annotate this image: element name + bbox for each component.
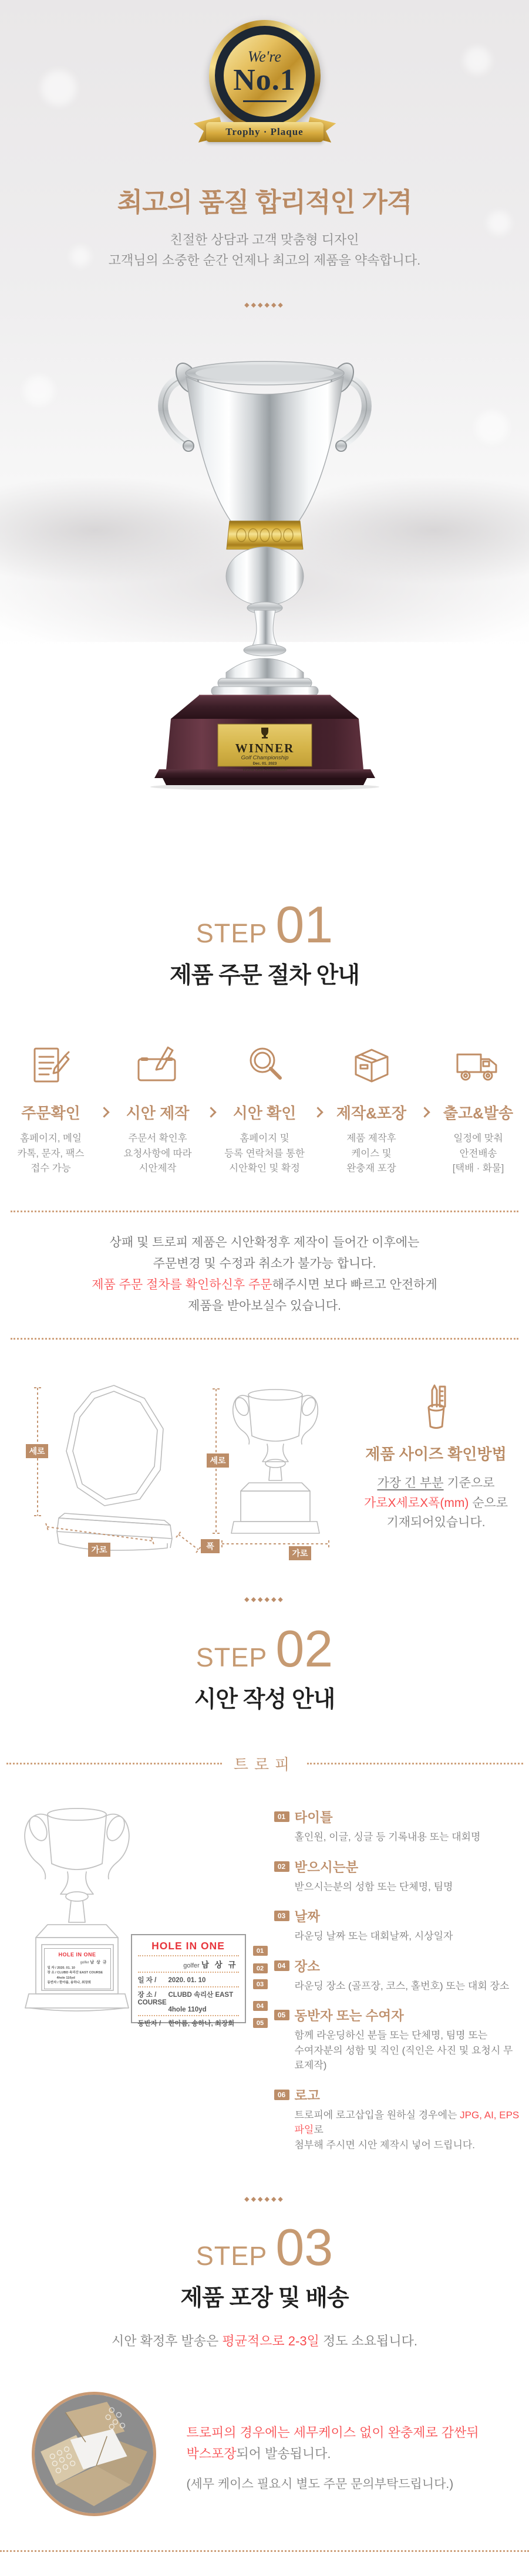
trophy-size-diagram xyxy=(207,1370,345,1561)
chevron-right-icon xyxy=(416,1039,434,1116)
dotted-line xyxy=(6,1763,222,1764)
step1-heading xyxy=(0,895,529,954)
plate-date: Dec. 01. 2023 xyxy=(252,762,277,766)
medal-underline xyxy=(243,100,287,102)
desc-line: 시안확인 및 확정 xyxy=(229,1163,300,1174)
plate-tag-05: 05 xyxy=(253,2018,268,2028)
draft-item-logo xyxy=(274,2085,521,2153)
plate-title: WINNER xyxy=(235,741,294,755)
hero-subtitle-line1: 친절한 상담과 고객 맞춤형 디자인 xyxy=(170,232,359,247)
width-label: 가로 xyxy=(292,1549,308,1559)
desc-line: 접수 가능 xyxy=(31,1163,71,1174)
size-method-line1 xyxy=(349,1473,523,1493)
plate-tag-04: 04 xyxy=(253,2001,268,2011)
medal-face-icon xyxy=(224,35,306,117)
draft-guide-row xyxy=(9,1794,521,2165)
draft-item-recipient xyxy=(274,1857,521,1895)
mini-plate-row: 장 소 / CLUBD 속리산 EAST COURSE xyxy=(47,1971,103,1975)
chevron-right-icon xyxy=(309,1039,327,1116)
draft-confirm-icon xyxy=(220,1039,309,1088)
step-title: 제작&포장 xyxy=(336,1104,407,1122)
desc-line: [택배 · 화물] xyxy=(452,1163,504,1174)
medal-tagline: We're xyxy=(247,48,282,66)
sub-tail: 정도 소요됩니다. xyxy=(319,2334,417,2349)
process-step-order-check xyxy=(6,1039,96,1177)
plate-tag-02: 02 xyxy=(253,1963,268,1973)
golfer-label: golfer xyxy=(80,1960,89,1965)
desc-line: 케이스 및 xyxy=(351,1148,392,1159)
golfer-name: 남 상 규 xyxy=(201,1960,238,1970)
step-title: 시안 제작 xyxy=(126,1104,190,1122)
width-label: 가로 xyxy=(91,1545,107,1555)
mini-plate-title: HOLE IN ONE xyxy=(58,1952,96,1958)
mini-plate-golfer xyxy=(48,1960,107,1966)
product-photo-section xyxy=(0,343,529,812)
step2-heading xyxy=(0,1620,529,1678)
desc-line: 등록 연락처를 통한 xyxy=(224,1148,305,1159)
dimension-labels xyxy=(26,1444,220,1557)
hero-subtitle xyxy=(0,229,529,271)
box-packing-highlight: 박스포장 xyxy=(186,2446,237,2462)
sample-plate-golfer xyxy=(138,1956,239,1973)
size-method-body xyxy=(349,1473,523,1533)
item-title: 동반자 또는 수여자 xyxy=(294,2009,404,2024)
desc-line: 제품 제작후 xyxy=(346,1133,396,1144)
chevron-right-icon xyxy=(96,1039,113,1116)
dimension-order-highlight: 가로X세로X폭(mm) xyxy=(363,1496,469,1510)
process-step-delivery xyxy=(434,1039,523,1177)
item-title: 로고 xyxy=(294,2088,320,2103)
plaque-size-diagram xyxy=(25,1372,221,1557)
top-zone xyxy=(0,0,529,812)
step3-heading xyxy=(0,2218,529,2277)
item-desc: 함께 라운딩하신 분들 또는 단체명, 팀명 또는 수여자분의 성함 및 직인 (직인은 사진 및 요청시 무료제작) xyxy=(294,2030,513,2071)
item-desc: 받으시는분의 성함 또는 단체명, 팀명 xyxy=(294,1881,453,1892)
desc-line: 홈페이지, 메일 xyxy=(20,1133,82,1144)
chevron-right-icon xyxy=(203,1039,220,1116)
notice-line1: 상패 및 트로피 제품은 시안확정후 제작이 들어간 이후에는 xyxy=(109,1235,420,1249)
item-number-badge: 05 xyxy=(274,2010,289,2020)
plate-org: World Golf Association xyxy=(242,766,287,772)
item-title: 타이틀 xyxy=(294,1810,333,1825)
no1-medal-badge xyxy=(203,20,327,160)
desc-line: 안전배송 xyxy=(459,1148,497,1159)
golfer-name: 남 상 규 xyxy=(90,1960,107,1965)
packaging-note-line2 xyxy=(187,2443,479,2465)
step1-label: STEP xyxy=(196,918,268,948)
item-title: 장소 xyxy=(294,1959,320,1974)
height-label: 세로 xyxy=(29,1446,45,1456)
sample-plate-date-row: 일 자 / 2020. 01. 10 xyxy=(138,1973,239,1987)
diamond-divider: ◆◆◆◆◆◆ xyxy=(244,1596,285,1604)
draft-item-companions xyxy=(274,2006,521,2073)
bottom-divider xyxy=(0,2550,529,2576)
notice-line4: 제품을 받아보실수 있습니다. xyxy=(188,1299,341,1313)
item-number-badge: 02 xyxy=(274,1861,289,1872)
step-desc xyxy=(113,1131,203,1177)
desc-line: 요청사항에 따라 xyxy=(123,1148,192,1159)
process-step-draft-confirm xyxy=(220,1039,309,1177)
draft-create-icon xyxy=(113,1039,203,1088)
sample-plate-companions-row: 동반자 / 한아름, 송하나, 최장희 xyxy=(137,2020,235,2028)
mini-plate-row: 4hole 110yd xyxy=(56,1976,75,1980)
step3-section xyxy=(0,2218,529,2516)
sub-pre: 시안 확정후 발송은 xyxy=(112,2334,223,2349)
draft-item-title xyxy=(274,1807,521,1845)
item-desc: 라운딩 장소 (골프장, 코스, 홀번호) 또는 대회 장소 xyxy=(294,1980,510,1992)
step2-title: 시안 작성 안내 xyxy=(194,1687,335,1713)
step1-section xyxy=(0,895,529,1340)
step3-label: STEP xyxy=(196,2241,268,2271)
diamond-divider: ◆◆◆◆◆◆ xyxy=(244,302,285,309)
line2-tail: 되어 발송됩니다. xyxy=(236,2446,331,2462)
medal-rank: No.1 xyxy=(233,63,296,97)
size-method-line3: 기재되어있습니다. xyxy=(386,1516,486,1530)
draft-items-list xyxy=(274,1794,521,2165)
desc-line: 카톡, 문자, 팩스 xyxy=(17,1148,85,1159)
packaging-photo xyxy=(32,2392,156,2516)
hero-subtitle-line2: 고객님의 소중한 순간 언제나 최고의 제품을 약속합니다. xyxy=(108,253,421,268)
line1-tail: 기준으로 xyxy=(443,1476,495,1490)
sample-plate-place-row: 장 소 / CLUBD 속리산 EAST COURSE 4hole 110yd xyxy=(138,1987,239,2016)
size-method-title: 제품 사이즈 확인방법 xyxy=(365,1445,507,1463)
ribbon-label: Trophy · Plaque xyxy=(225,126,304,137)
item-number-badge: 01 xyxy=(274,1811,289,1822)
item-number-badge: 03 xyxy=(274,1911,289,1921)
desc-line: 완충재 포장 xyxy=(346,1163,396,1174)
golfer-label: golfer xyxy=(183,1962,200,1970)
desc-line: 시안제작 xyxy=(139,1163,177,1174)
step2-section xyxy=(0,1620,529,2165)
step-title: 시안 확인 xyxy=(233,1104,296,1122)
step-title: 주문확인 xyxy=(21,1104,80,1122)
plate-tag-03: 03 xyxy=(253,1979,268,1989)
desc-line: 주문서 확인후 xyxy=(128,1133,187,1144)
plate-tag-01: 01 xyxy=(253,1946,268,1956)
logo-filetypes-highlight: JPG, AI, EPS 파일 xyxy=(294,2109,520,2136)
diamond-divider: ◆◆◆◆◆◆ xyxy=(244,2196,285,2203)
dotted-line xyxy=(307,1763,523,1764)
trophy-product-image xyxy=(130,343,400,790)
item-number-badge: 06 xyxy=(274,2090,289,2100)
engraving-sample-plate xyxy=(131,1934,246,2028)
height-label: 세로 xyxy=(210,1456,226,1466)
pencil-ruler-cup-icon xyxy=(411,1380,461,1431)
packaging-icon xyxy=(327,1039,416,1088)
notice-line3 xyxy=(11,1275,518,1296)
trophy-draft-figure xyxy=(9,1794,274,2041)
notice-line2: 주문변경 및 수정과 취소가 불가능 합니다. xyxy=(153,1256,376,1270)
mini-plate-row: 동반자 / 한아름, 송하나, 최장희 xyxy=(47,1980,91,1985)
process-step-draft-create xyxy=(113,1039,203,1177)
process-step-packaging xyxy=(327,1039,416,1177)
longest-part-underlined: 가장 긴 부분 xyxy=(377,1476,444,1490)
step3-title: 제품 포장 및 배송 xyxy=(180,2286,349,2311)
size-guide-section xyxy=(0,1370,529,1564)
sample-plate-title: HOLE IN ONE xyxy=(138,1940,239,1956)
plate-subtitle: Golf Championship xyxy=(241,755,288,761)
size-method-panel xyxy=(349,1380,523,1533)
order-process-steps xyxy=(6,1039,523,1177)
trophy-subsection-divider xyxy=(6,1753,523,1774)
delivery-days-highlight: 평균적으로 2-3일 xyxy=(222,2334,319,2349)
step3-number: 03 xyxy=(275,2218,333,2277)
item-desc: 홀인원, 이글, 싱글 등 기록내용 또는 대회명 xyxy=(294,1831,481,1843)
hero-title: 최고의 품질 합리적인 가격 xyxy=(117,187,412,217)
step-desc xyxy=(434,1131,523,1177)
notice-line3-highlight: 제품 주문 절차를 확인하신후 주문 xyxy=(92,1277,272,1292)
step-desc xyxy=(220,1131,309,1177)
delivery-icon xyxy=(434,1039,523,1088)
item-desc: 라운딩 날짜 또는 대회날짜, 시상일자 xyxy=(294,1931,453,1942)
shipping-row xyxy=(9,2392,520,2516)
hero-section xyxy=(0,0,529,332)
step2-label: STEP xyxy=(196,1642,268,1673)
line2-tail: 순으로 xyxy=(469,1496,508,1510)
item-desc: 트로피에 로고삽입을 원하실 경우에는 JPG, AI, EPS 파일로 첨부해 주시면 시안 제작시 넣어 드립니다. xyxy=(294,2109,520,2151)
trophy-base-mini-plate xyxy=(44,1948,111,1989)
item-title: 받으시는분 xyxy=(294,1860,359,1875)
notice-line3-tail: 해주시면 보다 빠르고 안전하게 xyxy=(272,1277,437,1292)
item-number-badge: 04 xyxy=(274,1960,289,1971)
size-method-line2 xyxy=(349,1493,523,1513)
step1-number: 01 xyxy=(275,895,333,954)
step2-number: 02 xyxy=(275,1620,333,1678)
desc-line: 홈페이지 및 xyxy=(240,1133,289,1144)
packaging-note xyxy=(187,2392,479,2494)
depth-label: 폭 xyxy=(206,1541,214,1551)
item-title: 날짜 xyxy=(294,1909,320,1925)
draft-item-date xyxy=(274,1906,521,1944)
step1-title: 제품 주문 절차 안내 xyxy=(170,963,359,988)
desc-line: 일정에 맞춰 xyxy=(453,1133,503,1144)
delivery-time-note xyxy=(0,2331,529,2349)
draft-item-place xyxy=(274,1956,521,1994)
order-notice xyxy=(11,1211,518,1340)
trophy-subsection-label: 트로피 xyxy=(233,1756,296,1774)
medal-ribbon xyxy=(196,119,334,146)
step-desc xyxy=(327,1131,416,1177)
step-title: 출고&발송 xyxy=(443,1104,514,1122)
order-check-icon xyxy=(6,1039,96,1088)
mini-plate-row: 일 자 / 2020. 01. 10 xyxy=(47,1966,75,1970)
step-desc xyxy=(6,1131,96,1177)
packaging-note-line1: 트로피의 경우에는 세무케이스 없이 완충제로 감싼뒤 xyxy=(186,2425,479,2440)
packaging-note-line3: (세무 케이스 필요시 별도 주문 문의부탁드립니다.) xyxy=(186,2477,454,2491)
